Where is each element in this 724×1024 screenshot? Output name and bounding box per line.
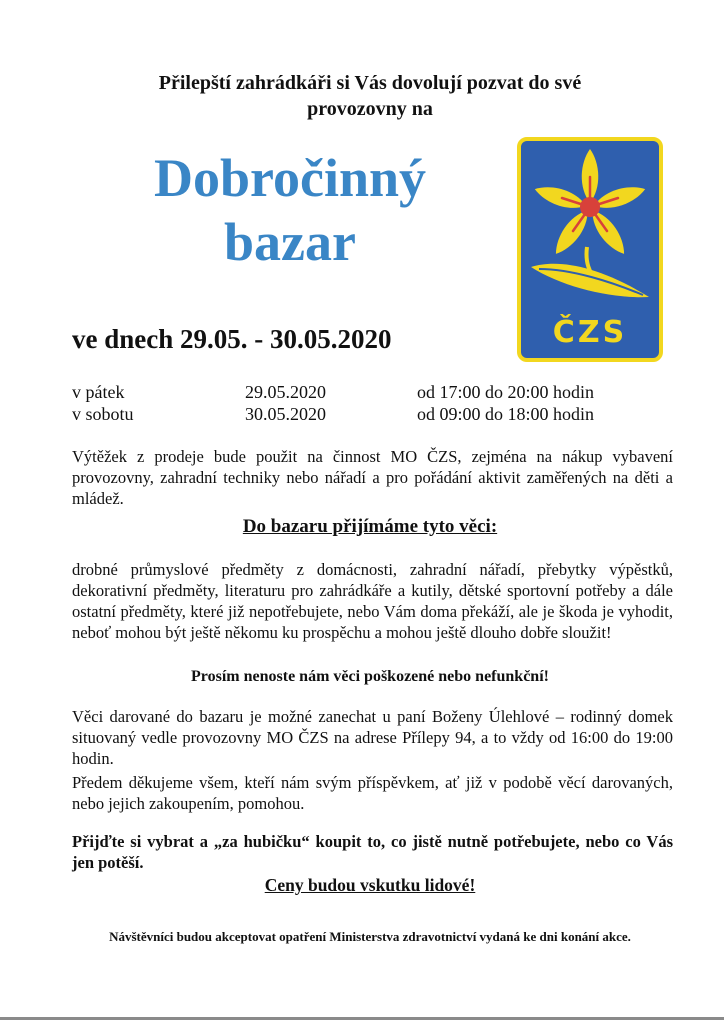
intro-line-1: Přilepští zahrádkáři si Vás dovolují pozvat do své (158, 72, 582, 94)
prices-note: Ceny budou vskutku lidové! (264, 875, 476, 895)
accept-heading: Do bazaru přijímáme tyto věci: (242, 516, 498, 537)
schedule-date: 30.05.2020 (245, 404, 326, 424)
intro-text (60, 70, 680, 122)
schedule-day: v pátek (72, 382, 125, 402)
page-bottom-edge (0, 1017, 724, 1020)
thanks-paragraph: Předem děkujeme všem, kteří nám svým příspěvkem, ať již v podobě věcí darovaných, nebo jejich zakoupením, pomohou. (72, 773, 673, 813)
dropoff-paragraph: Věci darované do bazaru je možné zanechat u paní Boženy Úlehlové – rodinný domek situovaný vedle provozovny MO ČZS na adrese Přílepy 94, a to vždy od 16:00 do 19:00 hodin. (72, 707, 673, 768)
accepted-items-paragraph: drobné průmyslové předměty z domácnosti, zahradní nářadí, přebytky výpěstků, dekorativní předměty, literaturu pro zahrádkáře a kutily, dětské sportovní potřeby a dále ostatní předměty, které již nepotřebujete, nebo Vám doma překáží, ale je škoda je vyhodit, neboť mohou být ještě někomu ku prospěchu a mohou ještě dlouho dobře sloužit! (72, 560, 673, 642)
proceeds-paragraph: Výtěžek z prodeje bude použit na činnost MO ČZS, zejména na nákup vybavení provozovny, zahradní techniky nebo nářadí a pro pořádání aktivit zaměřených na děti a mládež. (72, 447, 673, 508)
title-line-1: Dobročinný (153, 148, 427, 208)
intro-line-2: provozovny na (307, 98, 433, 120)
schedule-date: 29.05.2020 (245, 382, 326, 402)
title-line-2: bazar (224, 212, 356, 272)
schedule (72, 381, 672, 425)
czs-logo (517, 137, 663, 362)
logo-text: ČZS (552, 315, 628, 350)
invite-paragraph: Přijďte si vybrat a „za hubičku“ koupit to, co jistě nutně potřebujete, nebo co Vás jen potěší. (72, 832, 673, 872)
request-notice: Prosím nenoste nám věci poškozené nebo nefunkční! (191, 668, 549, 685)
schedule-row-saturday (72, 403, 672, 425)
schedule-time: od 17:00 do 20:00 hodin (417, 382, 595, 402)
schedule-time: od 09:00 do 18:00 hodin (417, 404, 595, 424)
schedule-row-friday (72, 381, 672, 403)
event-dates-heading: ve dnech 29.05. - 30.05.2020 (72, 324, 392, 354)
schedule-day: v sobotu (72, 404, 134, 424)
page-title (90, 146, 490, 274)
health-regulations-notice: Návštěvníci budou akceptovat opatření Ministerstva zdravotnictví vydaná ke dni konání akce. (109, 929, 631, 944)
